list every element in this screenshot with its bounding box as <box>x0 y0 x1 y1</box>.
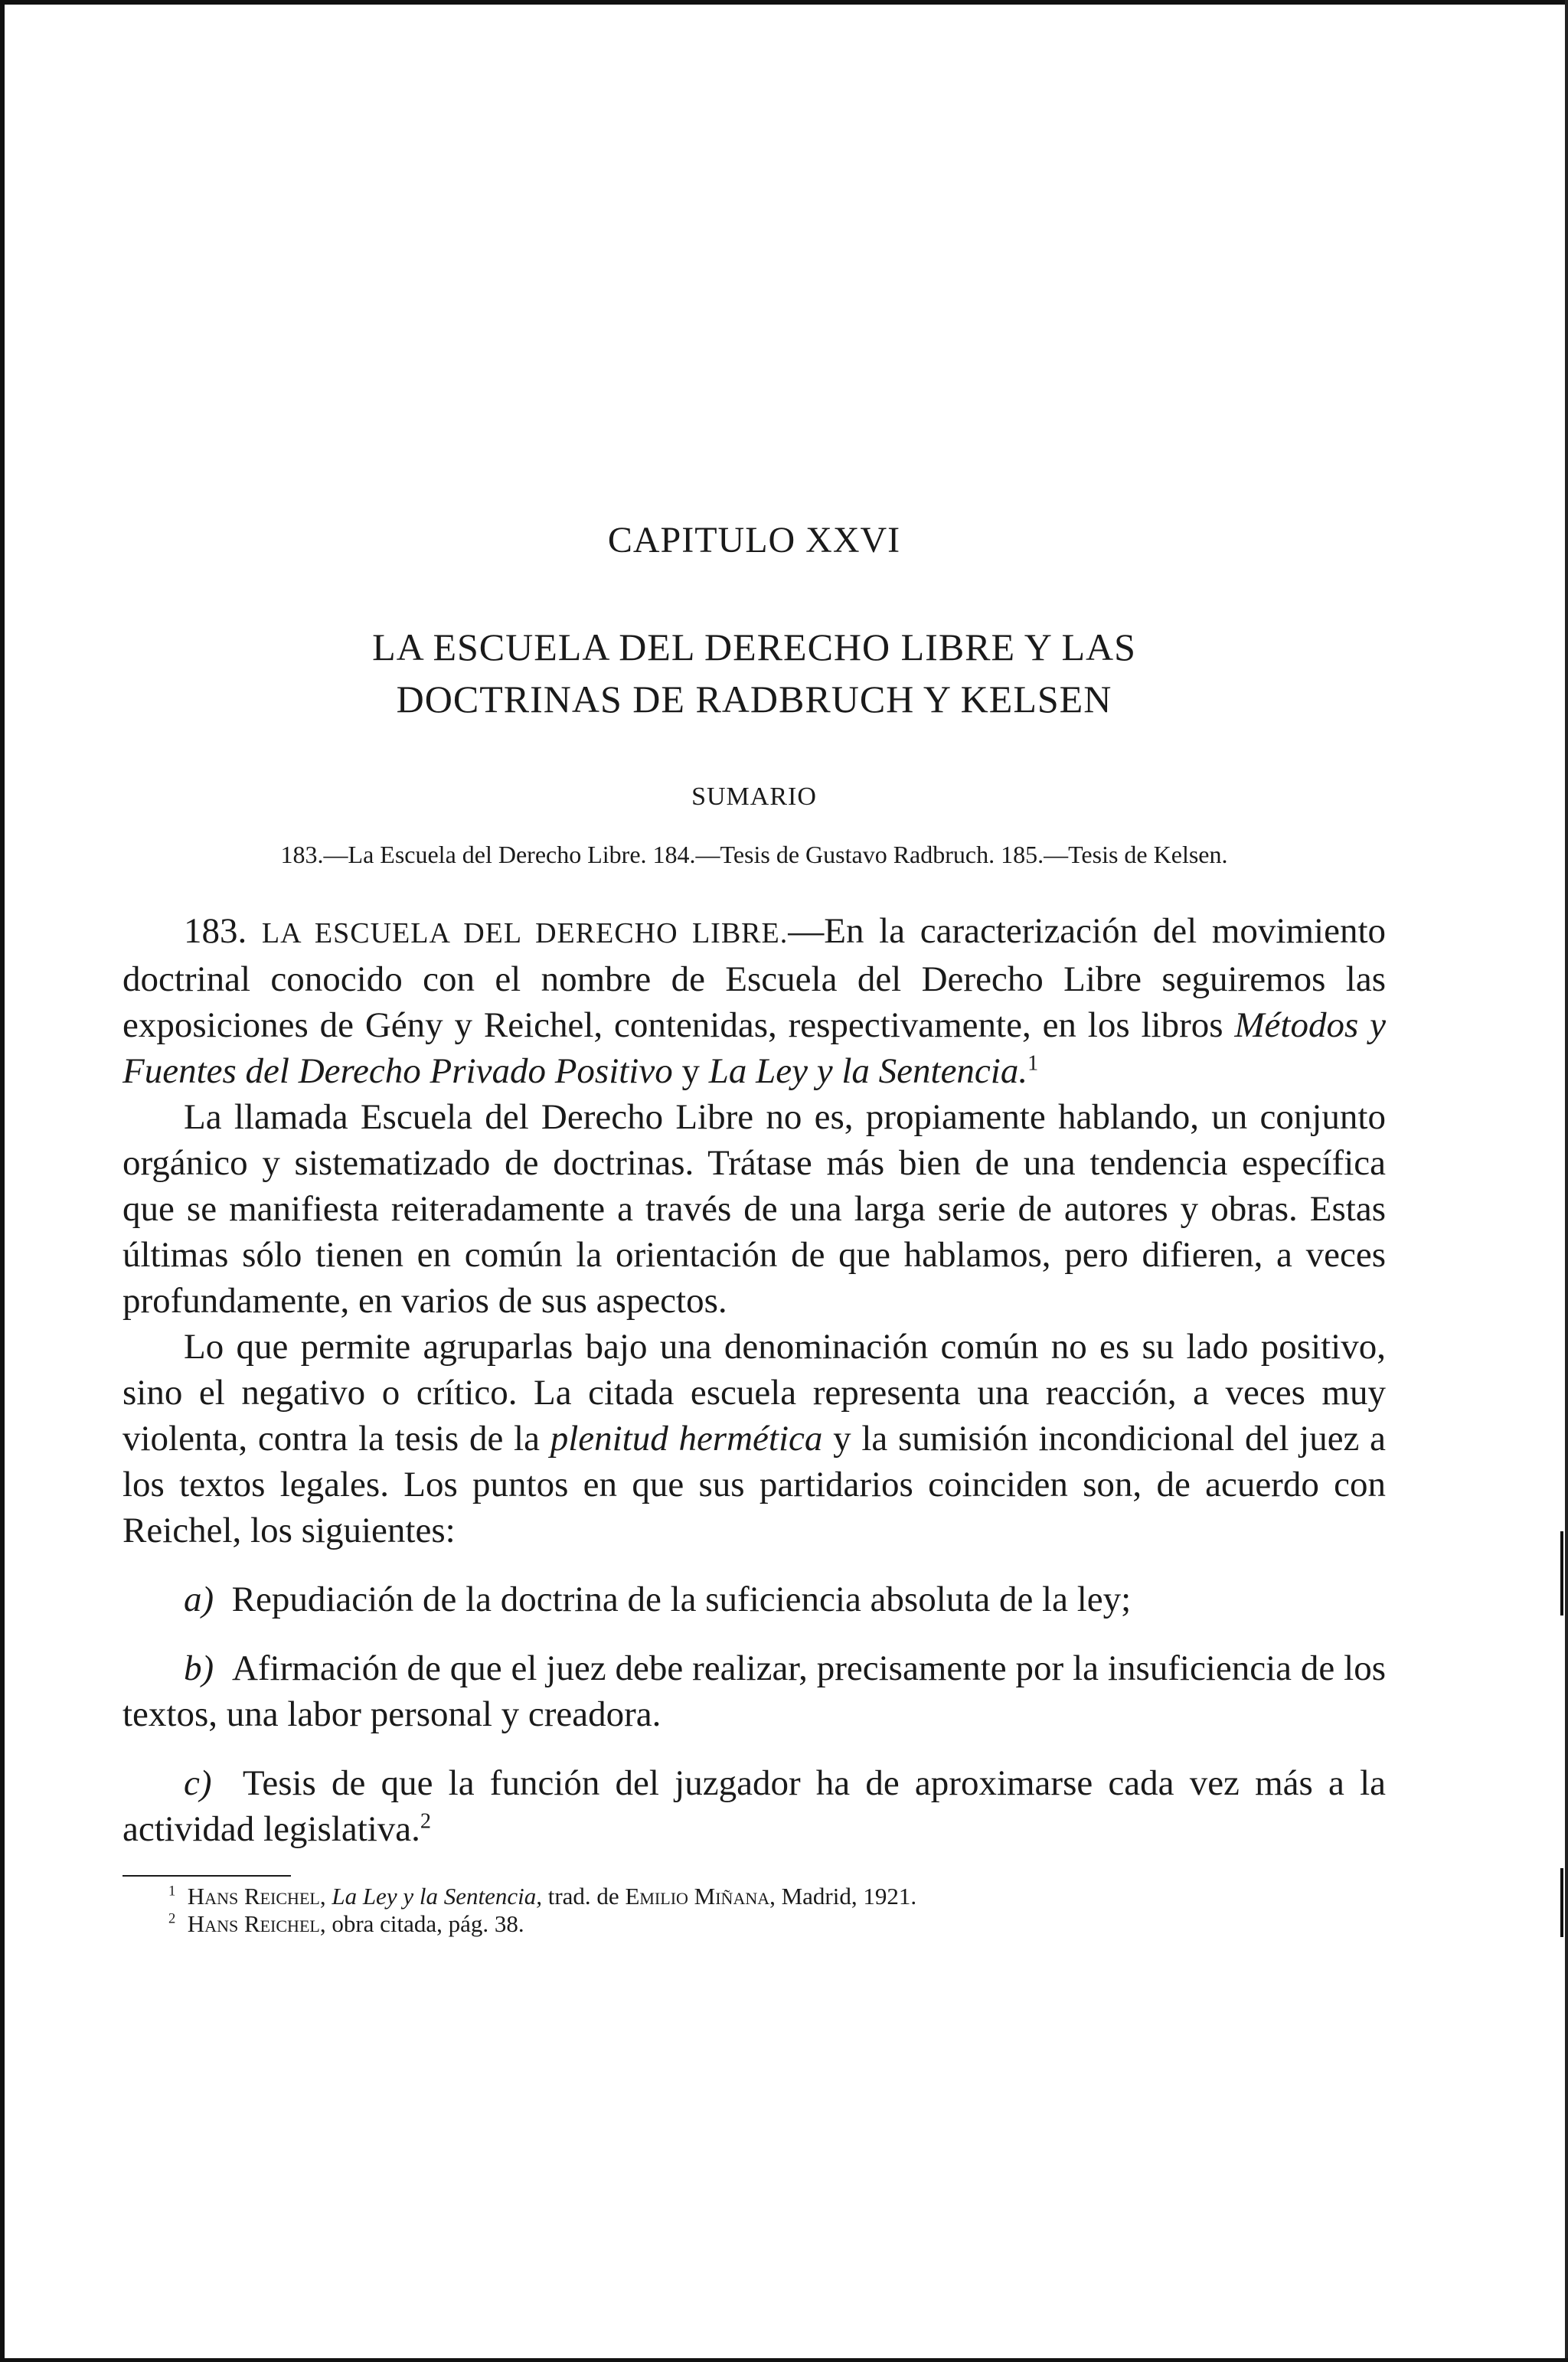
scan-artifact <box>1560 1868 1563 1937</box>
emphasis: plenitud hermética <box>550 1419 823 1459</box>
scan-border-bottom <box>0 2358 1568 2362</box>
summary-text: 183.—La Escuela del Derecho Libre. 184.—Tesis de Gustavo Radbruch. 185.—Tesis de Kelsen. <box>280 841 1228 868</box>
footnote-divider <box>122 1875 291 1877</box>
chapter-title <box>122 621 1386 725</box>
paragraph: 183. LA ESCUELA DEL DERECHO LIBRE.—En la caracterización del movimiento doctrinal conocido con el nombre de Escuela del Derecho Libre seguiremos las exposiciones de Gény y Reichel, contenidas, respectivamente, en los libros Métodos y Fuentes del Derecho Privado Positivo y La Ley y la Sentencia.$^1$ <box>122 911 1386 1091</box>
summary-label: SUMARIO <box>691 782 817 811</box>
paragraph: La llamada Escuela del Derecho Libre no es, propiamente hablando, un conjunto orgánico y sistematizado de doctrinas. Trátase más bien de una tendencia específica que se manifiesta reiteradamente a través de una larga serie de autores y obras. Estas últimas sólo tienen en común la orientación de que hablamos, pero difieren, a veces profundamente, en varios de sus aspectos. <box>122 1097 1386 1321</box>
footnote-ref: 1 <box>1027 1051 1039 1076</box>
chapter-title-line: LA ESCUELA DEL DERECHO LIBRE Y LAS <box>372 626 1136 668</box>
paragraph: Lo que permite agruparlas bajo una denominación común no es su lado positivo, sino el negativo o crítico. La citada escuela representa una reacción, a veces muy violenta, contra la tesis de la plenitud hermética y la sumisión incondicional del juez a los textos legales. Los puntos en que sus partidarios coinciden son, de acuerdo con Reichel, los siguientes: <box>122 1327 1387 1550</box>
book-page <box>122 490 1386 1938</box>
list-marker: c) <box>184 1763 212 1803</box>
footnote-title: La Ley y la Sentencia, <box>332 1883 542 1910</box>
footnote-author: Hans Reichel, <box>187 1883 326 1910</box>
list-item: a) Repudiación de la doctrina de la suficiencia absoluta de la ley; <box>184 1580 1132 1619</box>
scan-border-top <box>0 0 1568 5</box>
body-text <box>122 908 1386 1852</box>
list-item: c) Tesis de que la función del juzgador ha de aproximarse cada vez más a la actividad legislativa.$^2$ <box>122 1763 1387 1849</box>
chapter-title-line: DOCTRINAS DE RADBRUCH Y KELSEN <box>396 678 1112 720</box>
list-marker: b) <box>184 1648 214 1688</box>
footnote-number: 2 <box>168 1910 176 1927</box>
scan-border-right <box>1565 0 1568 2362</box>
chapter-label: CAPITULO XXVI <box>607 520 901 560</box>
section-heading: LA ESCUELA DEL DERECHO LIBRE. <box>261 917 789 949</box>
scan-border-left <box>0 0 5 2362</box>
list-marker: a) <box>184 1580 214 1619</box>
section-number: 183. <box>184 911 247 951</box>
footnote-ref: 2 <box>420 1809 432 1834</box>
footnotes <box>168 1883 1386 1938</box>
scan-artifact <box>1560 1531 1563 1616</box>
book-title: Métodos y Fuentes del Derecho Privado Positivo <box>122 1005 1386 1091</box>
list-item: b) Afirmación de que el juez debe realizar, precisamente por la insuficiencia de los textos, una labor personal y creadora. <box>122 1648 1386 1734</box>
footnote: $^2$ Hans Reichel, obra citada, pág. 38. <box>168 1910 524 1937</box>
footnote: $^1$ Hans Reichel, La Ley y la Sentencia, trad. de Emilio Miñana, Madrid, 1921. <box>168 1883 917 1910</box>
book-title: La Ley y la Sentencia. <box>708 1051 1028 1091</box>
footnote-number: 1 <box>168 1883 176 1900</box>
footnote-translator: Emilio Miñana, <box>625 1883 776 1910</box>
footnote-author: Hans Reichel, <box>187 1910 326 1937</box>
